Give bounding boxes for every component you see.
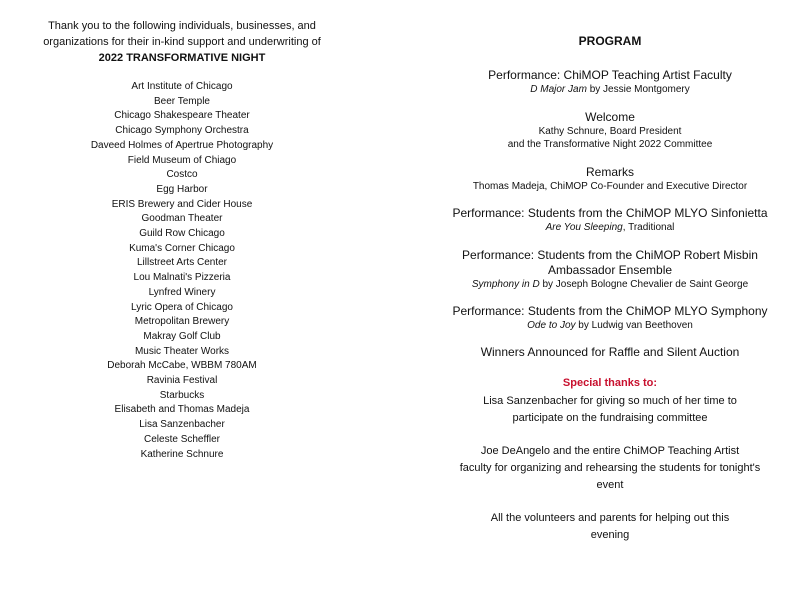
- thanks-line: participate on the fundraising committee: [512, 412, 708, 424]
- donor-item: Daveed Holmes of Apertrue Photography: [90, 139, 274, 151]
- thanks-line: evening: [590, 529, 630, 541]
- acknowledgement-intro: [28, 18, 336, 66]
- program-item-piece: [440, 83, 780, 96]
- donor-item: Metropolitan Brewery: [134, 316, 230, 328]
- donor-item: Beer Temple: [154, 95, 210, 107]
- program-item-title: Welcome: [585, 110, 635, 124]
- program-item-title: Performance: ChiMOP Teaching Artist Faculty: [488, 68, 732, 82]
- intro-line: Thank you to the following individuals, businesses, and: [48, 20, 316, 32]
- donor-item: Katherine Schnure: [140, 448, 224, 460]
- donor-item: Goodman Theater: [141, 213, 223, 225]
- program-item-title: Performance: Students from the ChiMOP MLYO Symphony: [452, 304, 768, 318]
- donor-item: Art Institute of Chicago: [131, 81, 233, 92]
- donor-item: Celeste Scheffler: [144, 433, 220, 445]
- program-item-title: Remarks: [585, 165, 634, 179]
- donor-item: Guild Row Chicago: [139, 228, 225, 240]
- thanks-line: Lisa Sanzenbacher for giving so much of her time to: [483, 395, 737, 407]
- thanks-line: faculty for organizing and rehearsing the students for tonight's: [459, 462, 761, 474]
- program-item: [440, 345, 780, 360]
- donor-item: ERIS Brewery and Cider House: [111, 198, 253, 210]
- thanks-entry: [440, 443, 780, 494]
- program-item-detail: Kathy Schnure, Board President: [538, 126, 682, 137]
- program-item-title: Performance: Students from the ChiMOP MLYO Sinfonietta: [452, 206, 768, 220]
- donor-item: Field Museum of Chiago: [127, 154, 237, 166]
- thanks-line: All the volunteers and parents for helping out this: [490, 512, 730, 524]
- program-item: [440, 165, 780, 193]
- piece-credit: , Traditional: [622, 222, 675, 233]
- event-name: 2022 TRANSFORMATIVE NIGHT: [98, 52, 266, 64]
- donor-item: Elisabeth and Thomas Madeja: [114, 404, 250, 416]
- program-item: [440, 206, 780, 234]
- program-item: [440, 248, 780, 291]
- program-item: [440, 110, 780, 151]
- piece-title: Are You Sleeping: [545, 222, 623, 233]
- donor-item: Lisa Sanzenbacher: [139, 419, 225, 431]
- donor-item: Lyric Opera of Chicago: [131, 301, 233, 313]
- donor-list: [28, 80, 336, 462]
- special-thanks-title: Special thanks to:: [562, 377, 658, 389]
- program-item-piece: [440, 319, 780, 332]
- donor-item: Costco: [166, 169, 198, 181]
- program-item-title: Winners Announced for Raffle and Silent Auction: [480, 345, 740, 359]
- program-item-piece: [440, 221, 780, 234]
- intro-line: organizations for their in-kind support and underwriting of: [43, 36, 321, 48]
- piece-credit: by Jessie Montgomery: [586, 84, 690, 95]
- program-item: [440, 304, 780, 332]
- program-item-detail: and the Transformative Night 2022 Committee: [507, 139, 713, 150]
- program-item: [440, 68, 780, 96]
- program-item-detail: Thomas Madeja, ChiMOP Co-Founder and Executive Director: [472, 181, 748, 192]
- donor-item: Deborah McCabe, WBBM 780AM: [107, 360, 257, 372]
- donor-item: Makray Golf Club: [143, 330, 221, 342]
- piece-title: Symphony in D: [471, 279, 540, 290]
- donor-item: Lillstreet Arts Center: [136, 257, 228, 269]
- thanks-entry: [440, 393, 780, 427]
- piece-title: D Major Jam: [530, 84, 587, 95]
- donor-item: Starbucks: [159, 389, 205, 401]
- donor-item: Music Theater Works: [134, 345, 230, 357]
- donor-item: Lou Malnati's Pizzeria: [133, 272, 231, 284]
- thanks-line: event: [596, 479, 624, 491]
- piece-title: Ode to Joy: [527, 320, 576, 331]
- donor-item: Lynfred Winery: [148, 286, 216, 298]
- program-title: PROGRAM: [578, 34, 642, 48]
- program-item-title: Ambassador Ensemble: [547, 263, 673, 277]
- donor-item: Kuma's Corner Chicago: [129, 242, 235, 254]
- thanks-entry: [440, 510, 780, 544]
- donor-item: Ravinia Festival: [146, 375, 218, 387]
- donor-item: Chicago Symphony Orchestra: [115, 125, 249, 137]
- donor-item: Chicago Shakespeare Theater: [114, 110, 250, 122]
- donor-item: Egg Harbor: [156, 183, 208, 195]
- thanks-line: Joe DeAngelo and the entire ChiMOP Teaching Artist: [480, 445, 740, 457]
- piece-credit: by Joseph Bologne Chevalier de Saint George: [539, 279, 749, 290]
- piece-credit: by Ludwig van Beethoven: [575, 320, 693, 331]
- program-item-title: Performance: Students from the ChiMOP Robert Misbin: [462, 248, 758, 262]
- program-item-piece: [440, 278, 780, 291]
